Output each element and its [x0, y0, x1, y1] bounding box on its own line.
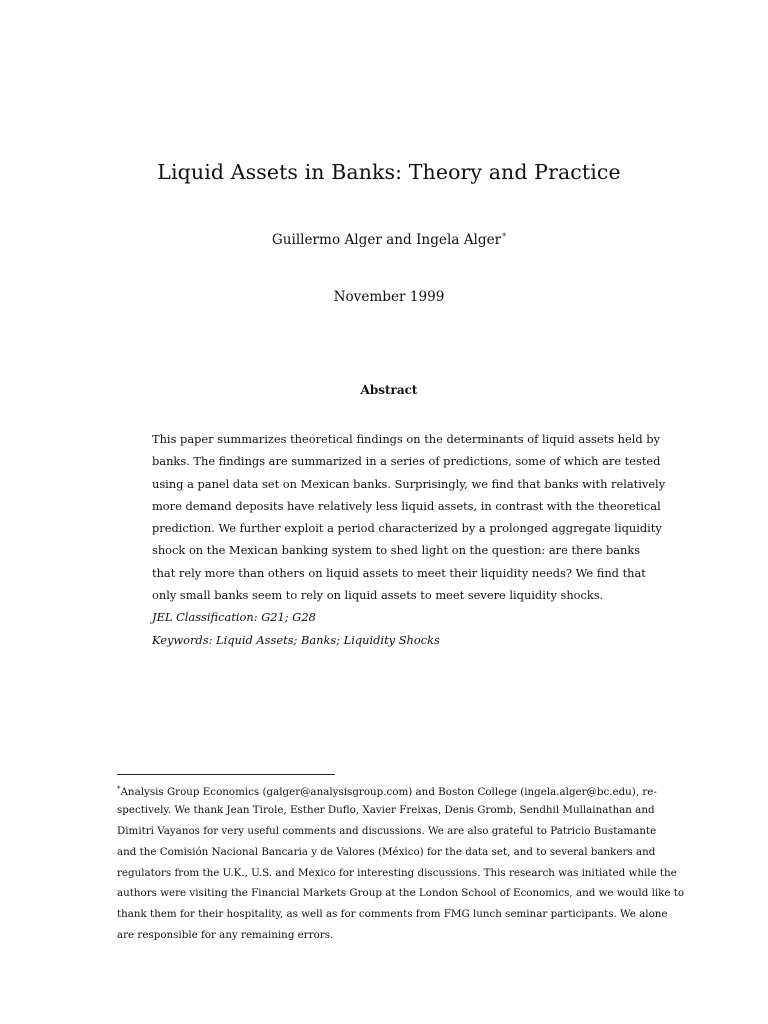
- footnote-line: and the Comisión Nacional Bancaria y de Valores (México) for the data set, and to several bankers and: [117, 845, 656, 858]
- paper-title: Liquid Assets in Banks: Theory and Practice: [157, 160, 621, 184]
- footnote-line: [117, 779, 657, 800]
- abstract-line: This paper summarizes theoretical findings on the determinants of liquid assets held by: [152, 432, 661, 446]
- footnote-line: spectively. We thank Jean Tirole, Esther Duflo, Xavier Freixas, Denis Gromb, Sendhil Mullainathan and: [117, 803, 655, 816]
- footnote-line: thank them for their hospitality, as well as for comments from FMG lunch seminar participants. We alone: [117, 908, 668, 921]
- abstract-line: only small banks seem to rely on liquid assets to meet severe liquidity shocks.: [152, 588, 604, 603]
- abstract-body: [152, 428, 666, 651]
- footnote-line: Dimitri Vayanos for very useful comments and discussions. We are also grateful to Patricio Bustamante: [117, 824, 657, 837]
- abstract-line: shock on the Mexican banking system to shed light on the question: are there banks: [152, 543, 641, 558]
- footnote-line-text: Analysis Group Economics (galger@analysisgroup.com) and Boston College (ingela.alger@bc.edu), re-: [120, 786, 657, 798]
- paper-authors: [0, 232, 768, 248]
- abstract-line: banks. The findings are summarized in a series of predictions, some of which are tested: [152, 454, 661, 469]
- author-names: Guillermo Alger and Ingela Alger: [271, 232, 502, 248]
- abstract-line: prediction. We further exploit a period characterized by a prolonged aggregate liquidity: [152, 521, 662, 536]
- abstract-line: using a panel data set on Mexican banks. Surprisingly, we find that banks with relatively: [152, 476, 666, 491]
- footnote-mark: *: [117, 785, 121, 793]
- author-footnote: [117, 779, 685, 946]
- keywords: Keywords: Liquid Assets; Banks; Liquidity Shocks: [152, 632, 440, 647]
- abstract-line: more demand deposits have relatively less liquid assets, in contrast with the theoretical: [152, 498, 661, 513]
- footnote-line: regulators from the U.K., U.S. and Mexico for interesting discussions. This research was initiated while the: [117, 866, 677, 879]
- footnote-line: are responsible for any remaining errors.: [117, 929, 334, 942]
- abstract-line: that rely more than others on liquid assets to meet their liquidity needs? We find that: [152, 565, 646, 580]
- author-footnote-mark: *: [502, 232, 507, 241]
- abstract-heading: Abstract: [360, 383, 418, 397]
- footnote-line: authors were visiting the Financial Markets Group at the London School of Economics, and we would like to: [117, 887, 685, 900]
- jel-classification: JEL Classification: G21; G28: [152, 610, 316, 625]
- footnote-divider: [117, 774, 335, 775]
- paper-date: November 1999: [333, 289, 445, 305]
